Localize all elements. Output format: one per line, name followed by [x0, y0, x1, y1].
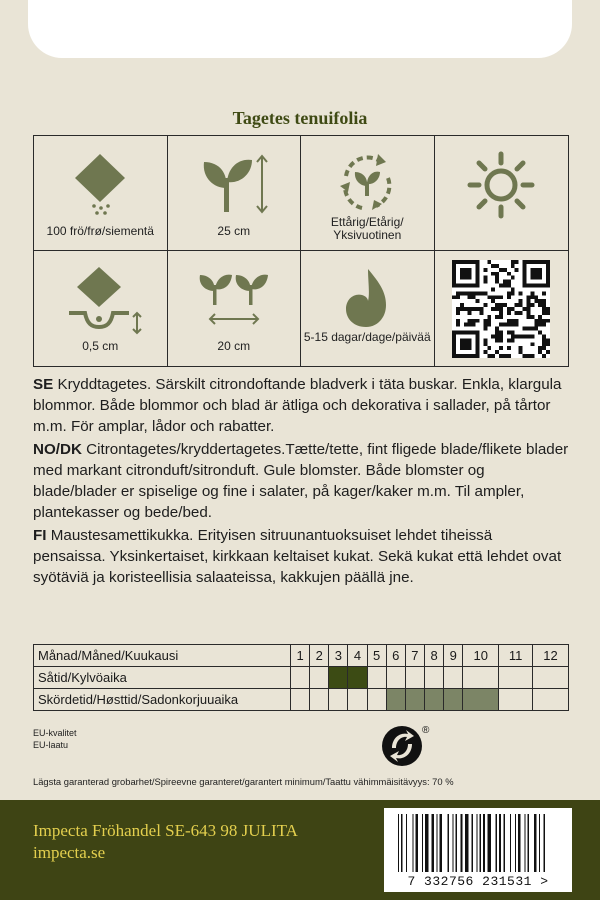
info-icon-grid: [33, 135, 569, 367]
finnish-code: FI: [33, 527, 47, 544]
calendar-month-cell: [329, 689, 348, 711]
harvest-row: [34, 689, 569, 711]
calendar-month-cell: [444, 689, 463, 711]
calendar-month-cell: [532, 667, 568, 689]
finnish-paragraph: [33, 525, 569, 588]
barcode: [384, 808, 572, 892]
company-website[interactable]: impecta.se: [33, 843, 106, 862]
calendar-month-cell: [386, 667, 405, 689]
calendar-month-cell: [463, 667, 499, 689]
germination-cell: [301, 251, 435, 366]
month-cell: 5: [367, 645, 386, 667]
month-cell: 7: [405, 645, 424, 667]
month-cell: 1: [291, 645, 310, 667]
sowing-depth-icon: [55, 263, 145, 339]
calendar-month-cell: [310, 667, 329, 689]
calendar-month-cell: [499, 689, 533, 711]
calendar-month-cell: [348, 667, 367, 689]
lifecycle-label: Ettårig/Etårig/ Yksivuotinen: [330, 215, 404, 242]
eu-quality-sv: EU-kvalitet: [33, 728, 77, 738]
qr-code[interactable]: [452, 260, 550, 358]
seed-count-cell: [34, 136, 168, 251]
height-label: 25 cm: [217, 224, 251, 238]
spacing-cell: [168, 251, 302, 366]
month-cell: 6: [386, 645, 405, 667]
barcode-number: 7 332756 231531 >: [407, 874, 549, 889]
month-cell: 10: [463, 645, 499, 667]
calendar-month-cell: [532, 689, 568, 711]
hang-hole: [28, 0, 572, 58]
green-dot-recycle-icon: [380, 722, 436, 775]
description-block: [33, 374, 569, 590]
harvest-row-label: Skördetid/Høsttid/Sadonkorjuuaika: [34, 689, 291, 711]
spacing-label: 20 cm: [217, 339, 251, 353]
calendar-month-cell: [444, 667, 463, 689]
calendar-month-cell: [386, 689, 405, 711]
eu-quality-note: [33, 727, 77, 751]
calendar-month-cell: [348, 689, 367, 711]
norwegian-danish-text: Citrontagetes/kryddertagetes.Tætte/tette, fint fligede blade/flikete blader med markant citronduft/sitronduft. Gule blomster. Både blomster og blade/blader er spiselige og fine i salater, på kager/kaker m.m. Til ampler, plantekasser og bede/bed.: [33, 441, 569, 521]
month-cell: 11: [499, 645, 533, 667]
annual-cycle-icon: [332, 148, 402, 218]
company-address: Impecta Fröhandel SE-643 98 JULITA: [33, 821, 298, 840]
month-cell: 4: [348, 645, 367, 667]
sowing-depth-cell: [34, 251, 168, 366]
norwegian-danish-paragraph: [33, 439, 569, 523]
month-cell: 3: [329, 645, 348, 667]
finnish-text: Maustesamettikukka. Erityisen sitruunantuoksuiset lehdet tiheissä pensaissa. Yksinkertaiset, kirkkaan keltaiset kukat. Sekä kukat että lehdet ovat syötäviä ja koristeellisia salaateissa, kakkujen päällä jne.: [33, 527, 562, 586]
depth-label: 0,5 cm: [82, 339, 119, 353]
sowing-row-label: Såtid/Kylvöaika: [34, 667, 291, 689]
plant-spacing-icon: [194, 263, 274, 339]
month-cell: 8: [424, 645, 443, 667]
calendar-month-cell: [424, 689, 443, 711]
plant-height-icon: [194, 148, 274, 218]
swedish-paragraph: [33, 374, 569, 437]
lifecycle-cell: [301, 136, 435, 251]
calendar-month-cell: [463, 689, 499, 711]
barcode-bars: [396, 814, 560, 872]
germination-guarantee: Lägsta garanterad grobarhet/Spireevne garanteret/garantert minimum/Taattu vähimmäisitävyys: 70 %: [33, 776, 454, 787]
qr-cell: [435, 251, 569, 366]
germination-seed-icon: [332, 263, 402, 333]
eu-quality-fi: EU-laatu: [33, 740, 69, 750]
sowing-row: [34, 667, 569, 689]
sowing-calendar: [33, 644, 569, 711]
calendar-month-cell: [405, 667, 424, 689]
calendar-month-cell: [499, 667, 533, 689]
calendar-month-cell: [329, 667, 348, 689]
month-row-label: Månad/Måned/Kuukausi: [34, 645, 291, 667]
swedish-code: SE: [33, 376, 54, 393]
full-sun-icon: [464, 148, 538, 222]
swedish-text: Kryddtagetes. Särskilt citrondoftande bladverk i täta buskar. Enkla, klargula blommor. Både blommor och blad är ätliga och dekorativa i sallader, på tårtor m.m. För amplar, lådor och rabatter.: [33, 376, 562, 435]
month-cell: 12: [532, 645, 568, 667]
registered-mark: ®: [422, 725, 430, 736]
seed-count-label: 100 frö/frø/siementä: [46, 224, 154, 238]
month-cell: 2: [310, 645, 329, 667]
seed-packet-icon: [65, 148, 135, 218]
sun-cell: [435, 136, 569, 251]
plant-title: Tagetes tenuifolia: [232, 108, 368, 128]
calendar-month-cell: [367, 667, 386, 689]
germination-label: 5-15 dagar/dage/päivää: [303, 330, 431, 344]
norwegian-danish-code: NO/DK: [33, 441, 82, 458]
calendar-month-cell: [367, 689, 386, 711]
calendar-month-cell: [424, 667, 443, 689]
calendar-month-cell: [291, 667, 310, 689]
calendar-month-cell: [291, 689, 310, 711]
month-header-row: [34, 645, 569, 667]
calendar-month-cell: [310, 689, 329, 711]
height-cell: [168, 136, 302, 251]
month-cell: 9: [444, 645, 463, 667]
calendar-month-cell: [405, 689, 424, 711]
